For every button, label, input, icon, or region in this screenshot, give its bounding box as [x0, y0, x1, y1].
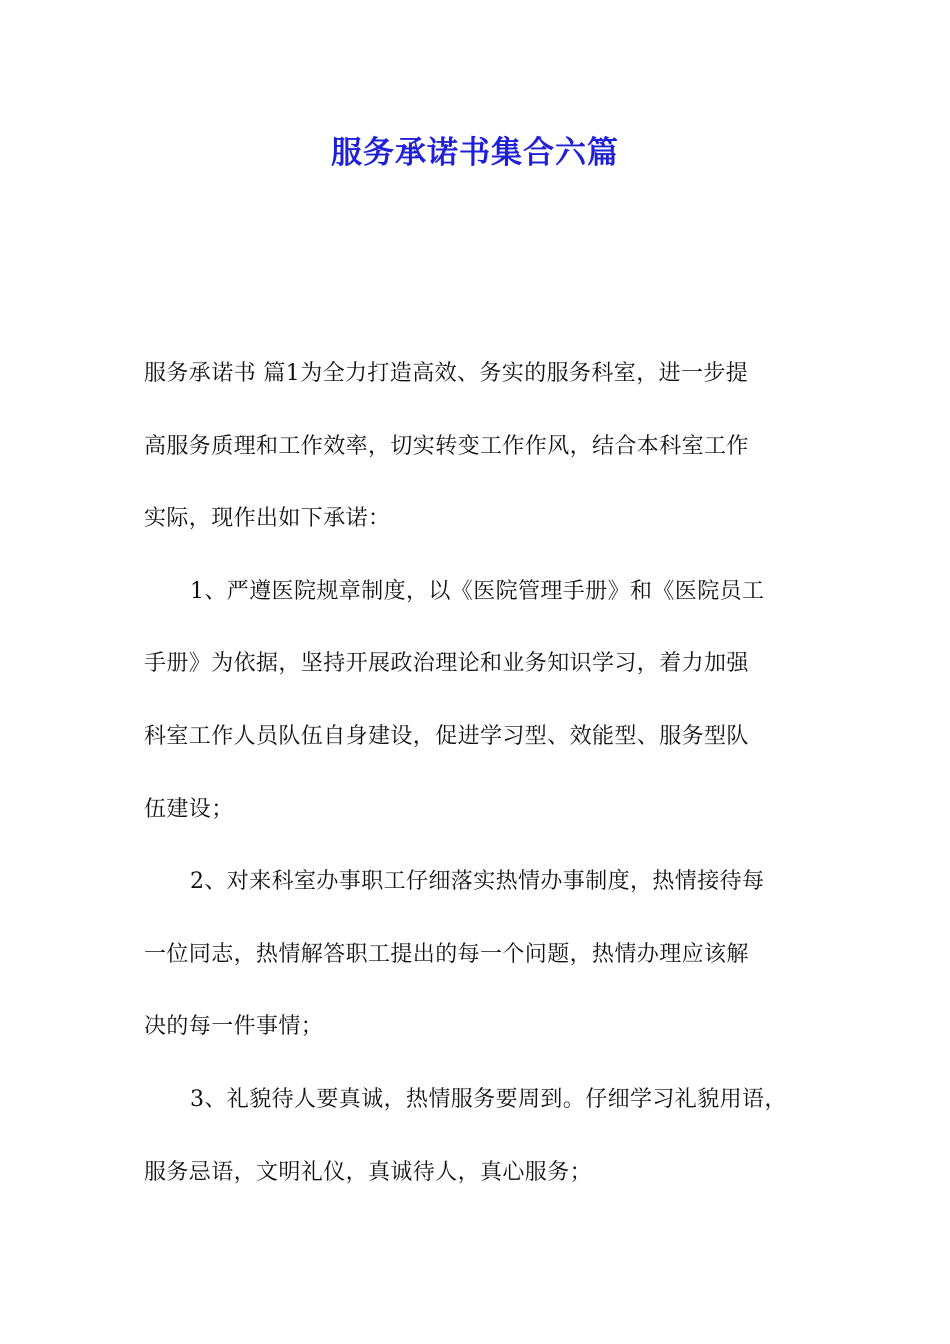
paragraph-line: 服务忌语，文明礼仪，真诚待人，真心服务；: [144, 1159, 593, 1185]
paragraph-line: 3、礼貌待人要真诚，热情服务要周到。仔细学习礼貌用语，: [190, 1086, 787, 1112]
paragraph-line: 高服务质理和工作效率，切实转变工作作风，结合本科室工作: [144, 433, 749, 459]
paragraph-line: 服务承诺书 篇1为全力打造高效、务实的服务科室，进一步提: [144, 361, 749, 386]
document-title: 服务承诺书集合六篇: [331, 135, 619, 171]
paragraph-line: 伍建设；: [144, 796, 234, 822]
paragraph-line: 科室工作人员队伍自身建设，促进学习型、效能型、服务型队: [144, 723, 749, 749]
document-body: [144, 338, 814, 1209]
paragraph-line: 2、对来科室办事职工仔细落实热情办事制度，热情接待每: [190, 869, 765, 895]
paragraph-line: 手册》为依据，坚持开展政治理论和业务知识学习，着力加强: [144, 651, 749, 677]
paragraph-line: 实际，现作出如下承诺：: [144, 506, 391, 532]
paragraph-line: 一位同志，热情解答职工提出的每一个问题，热情办理应该解: [144, 941, 749, 967]
paragraph-line: 1、严遵医院规章制度，以《医院管理手册》和《医院员工: [190, 578, 765, 604]
paragraph-line: 决的每一件事情；: [144, 1014, 324, 1040]
